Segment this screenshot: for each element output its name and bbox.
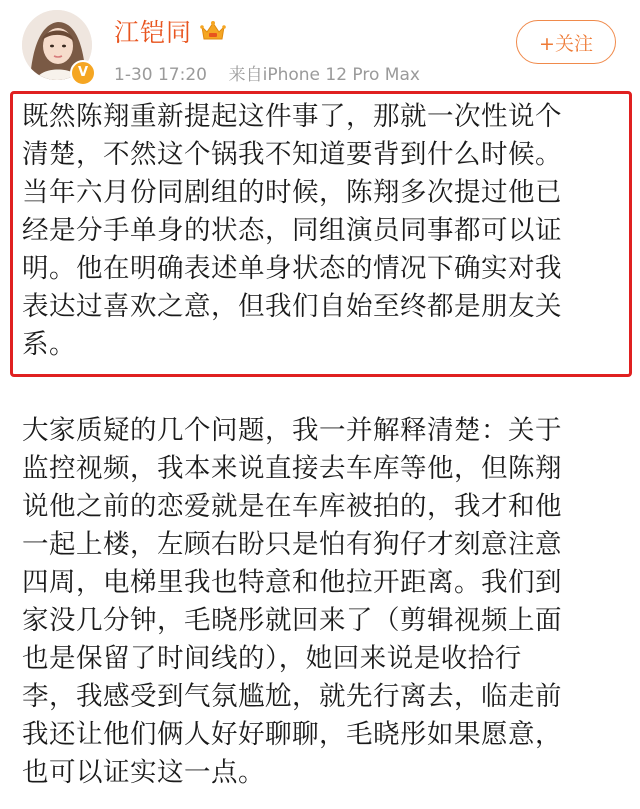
post-source: 来自iPhone 12 Pro Max (228, 65, 420, 85)
verified-badge-icon: V (70, 60, 96, 86)
post-paragraph-2 (22, 412, 622, 792)
text-line: 清楚，不然这个锅我不知道要背到什么时候。 (22, 139, 562, 170)
username-row (114, 14, 226, 48)
post-paragraph-1 (22, 98, 622, 364)
text-line: 大家质疑的几个问题，我一并解释清楚：关于 (22, 415, 562, 446)
crown-icon[interactable] (200, 20, 226, 42)
text-line: 也是保留了时间线的），她回来说是收拾行 (22, 643, 522, 674)
text-line: 也可以证实这一点。 (22, 757, 265, 788)
text-line: 一起上楼，左顾右盼只是怕有狗仔才刻意注意 (22, 529, 562, 560)
text-line: 当年六月份同剧组的时候，陈翔多次提过他已 (22, 177, 562, 208)
text-line: 李，我感受到气氛尴尬，就先行离去，临走前 (22, 681, 562, 712)
text-line: 明。他在明确表述单身状态的情况下确实对我 (22, 253, 562, 284)
text-line: 系。 (22, 329, 76, 360)
text-line: 四周，电梯里我也特意和他拉开距离。我们到 (22, 567, 562, 598)
post-meta (114, 60, 420, 85)
follow-button[interactable]: +关注 (516, 20, 616, 64)
text-line: 家没几分钟，毛晓彤就回来了（剪辑视频上面 (22, 605, 562, 636)
post-timestamp: 1-30 17:20 (114, 65, 207, 85)
text-line: 经是分手单身的状态，同组演员同事都可以证 (22, 215, 562, 246)
text-line: 表达过喜欢之意，但我们自始至终都是朋友关 (22, 291, 562, 322)
text-line: 监控视频，我本来说直接去车库等他，但陈翔 (22, 453, 562, 484)
username[interactable]: 江铠同 (114, 18, 193, 47)
text-line: 既然陈翔重新提起这件事了，那就一次性说个 (22, 101, 562, 132)
post-header (0, 0, 640, 90)
text-line: 我还让他们俩人好好聊聊，毛晓彤如果愿意， (22, 719, 562, 750)
text-line: 说他之前的恋爱就是在车库被拍的，我才和他 (22, 491, 562, 522)
